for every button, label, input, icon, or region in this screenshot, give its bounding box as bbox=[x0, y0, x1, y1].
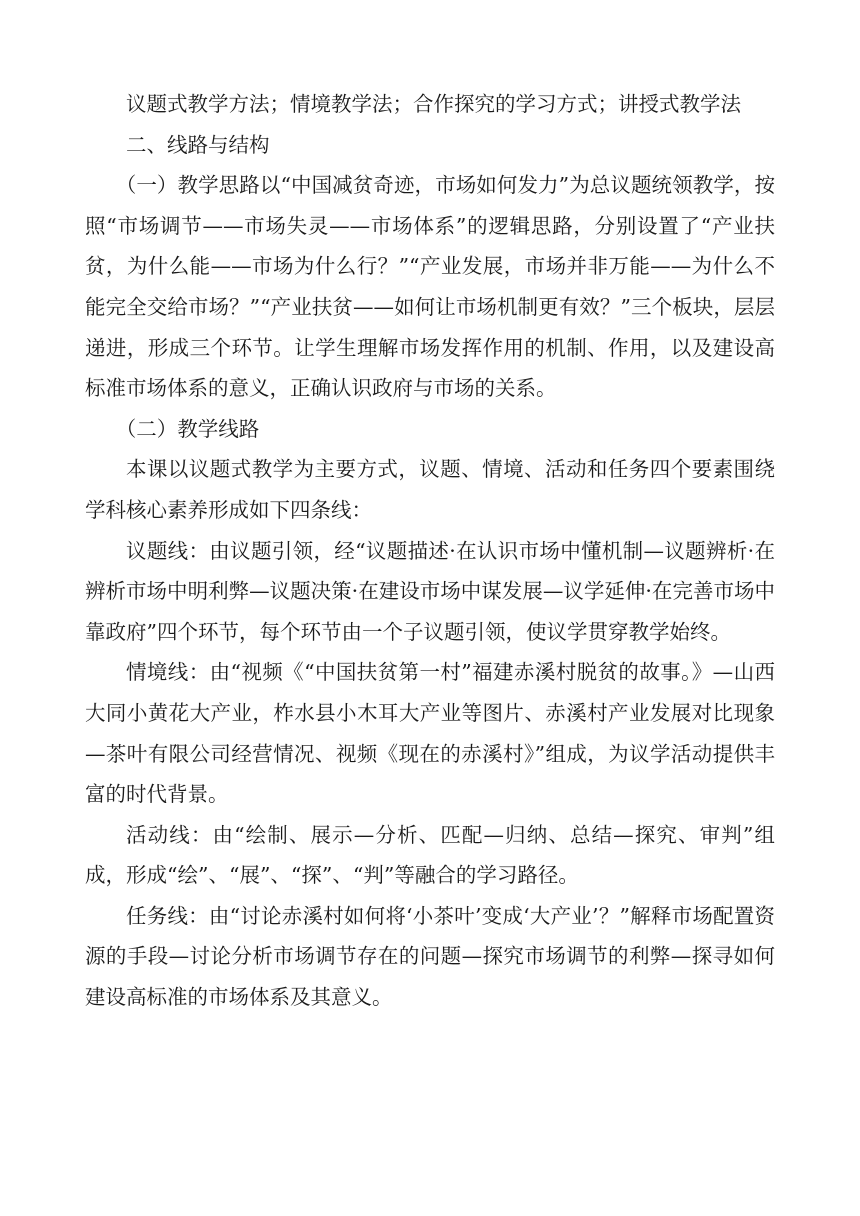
section-heading-route-structure: 二、线路与结构 bbox=[126, 132, 270, 157]
subheading-teaching-route: （二）教学线路 bbox=[115, 416, 260, 441]
paragraph-teaching-methods: 议题式教学方法；情境教学法；合作探究的学习方式；讲授式教学法 bbox=[126, 92, 741, 116]
paragraph-situation-line: 情境线：由“视频《“中国扶贫第一村”福建赤溪村脱贫的故事。》—山西大同小黄花大产业，柞水县小木耳大产业等图片、赤溪村产业发展对比现象—茶叶有限公司经营情况、视频《现在的赤溪村》”组成，为议学活动提供丰富的时代背景。 bbox=[85, 660, 775, 807]
paragraph-activity-line: 活动线：由“绘制、展示—分析、匹配—归纳、总结—探究、审判”组成，形成“绘”、“展”、“探”、“判”等融合的学习路径。 bbox=[85, 822, 775, 888]
document-body bbox=[85, 84, 775, 1018]
paragraph-four-lines-intro: 本课以议题式教学为主要方式，议题、情境、活动和任务四个要素围绕学科核心素养形成如下四条线： bbox=[85, 457, 775, 522]
paragraph-teaching-ideas: （一）教学思路以“中国减贫奇迹，市场如何发力”为总议题统领教学，按照“市场调节——市场失灵——市场体系”的逻辑思路，分别设置了“产业扶贫，为什么能——市场为什么行？”“产业发展，市场并非万能——为什么不能完全交给市场？”“产业扶贫——如何让市场机制更有效？”三个板块，层层递进，形成三个环节。让学生理解市场发挥作用的机制、作用，以及建设高标准市场体系的意义，正确认识政府与市场的关系。 bbox=[85, 173, 775, 401]
paragraph-task-line: 任务线：由“讨论赤溪村如何将‘小茶叶’变成‘大产业’？”解释市场配置资源的手段—讨论分析市场调节存在的问题—探究市场调节的利弊—探寻如何建设高标准的市场体系及其意义。 bbox=[85, 903, 775, 1010]
paragraph-topic-line: 议题线：由议题引领，经“议题描述·在认识市场中懂机制—议题辨析·在辨析市场中明利弊—议题决策·在建设市场中谋发展—议学延伸·在完善市场中靠政府”四个环节，每个环节由一个子议题引领，使议学贯穿教学始终。 bbox=[85, 538, 775, 644]
